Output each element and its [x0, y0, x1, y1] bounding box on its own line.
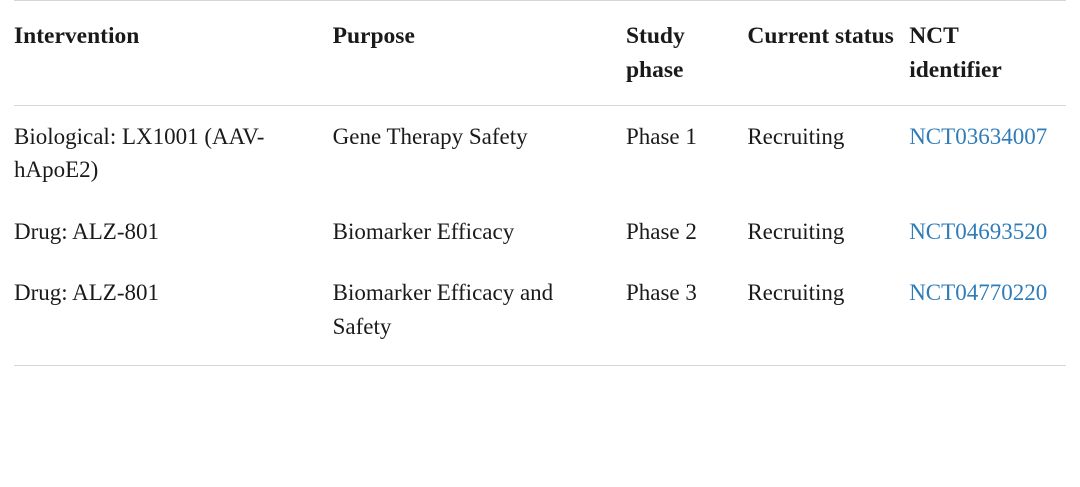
cell-purpose: Gene Therapy Safety — [332, 124, 528, 150]
nct-identifier-link[interactable]: NCT04770220 — [909, 280, 1048, 306]
cell-intervention: Drug: ALZ-801 — [14, 218, 160, 244]
cell-study-phase: Phase 1 — [625, 124, 697, 150]
column-header-intervention: Intervention — [14, 1, 333, 106]
cell-study-phase: Phase 2 — [625, 218, 697, 244]
cell-purpose: Biomarker Efficacy and Safety — [333, 262, 626, 365]
cell-purpose: Biomarker Efficacy — [332, 218, 515, 244]
cell-current-status: Recruiting — [747, 218, 845, 244]
cell-intervention: Drug: ALZ-801 — [14, 262, 333, 365]
column-header-purpose: Purpose — [333, 1, 626, 106]
cell-study-phase: Phase 3 — [626, 262, 747, 365]
table-header-row — [14, 1, 1066, 106]
column-header-study-phase: Study phase — [626, 1, 747, 106]
table-body — [14, 106, 1066, 366]
table-header — [14, 1, 1066, 106]
table-row — [14, 262, 1066, 365]
cell-nct-identifier — [909, 201, 1066, 262]
cell-current-status: Recruiting — [747, 262, 909, 365]
cell-current-status: Recruiting — [747, 124, 845, 150]
cell-nct-identifier — [909, 262, 1066, 365]
cell-intervention: Biological: LX1001 (AAV-hApoE2) — [14, 124, 265, 183]
cell-nct-identifier — [909, 106, 1066, 201]
table-row — [14, 106, 1066, 201]
table-row — [14, 201, 1066, 262]
column-header-nct-identifier: NCT identifier — [909, 1, 1066, 106]
clinical-trials-table — [14, 0, 1066, 366]
nct-identifier-link[interactable]: NCT04693520 — [909, 218, 1048, 244]
nct-identifier-link[interactable]: NCT03634007 — [909, 124, 1048, 150]
column-header-current-status: Current status — [747, 1, 909, 106]
